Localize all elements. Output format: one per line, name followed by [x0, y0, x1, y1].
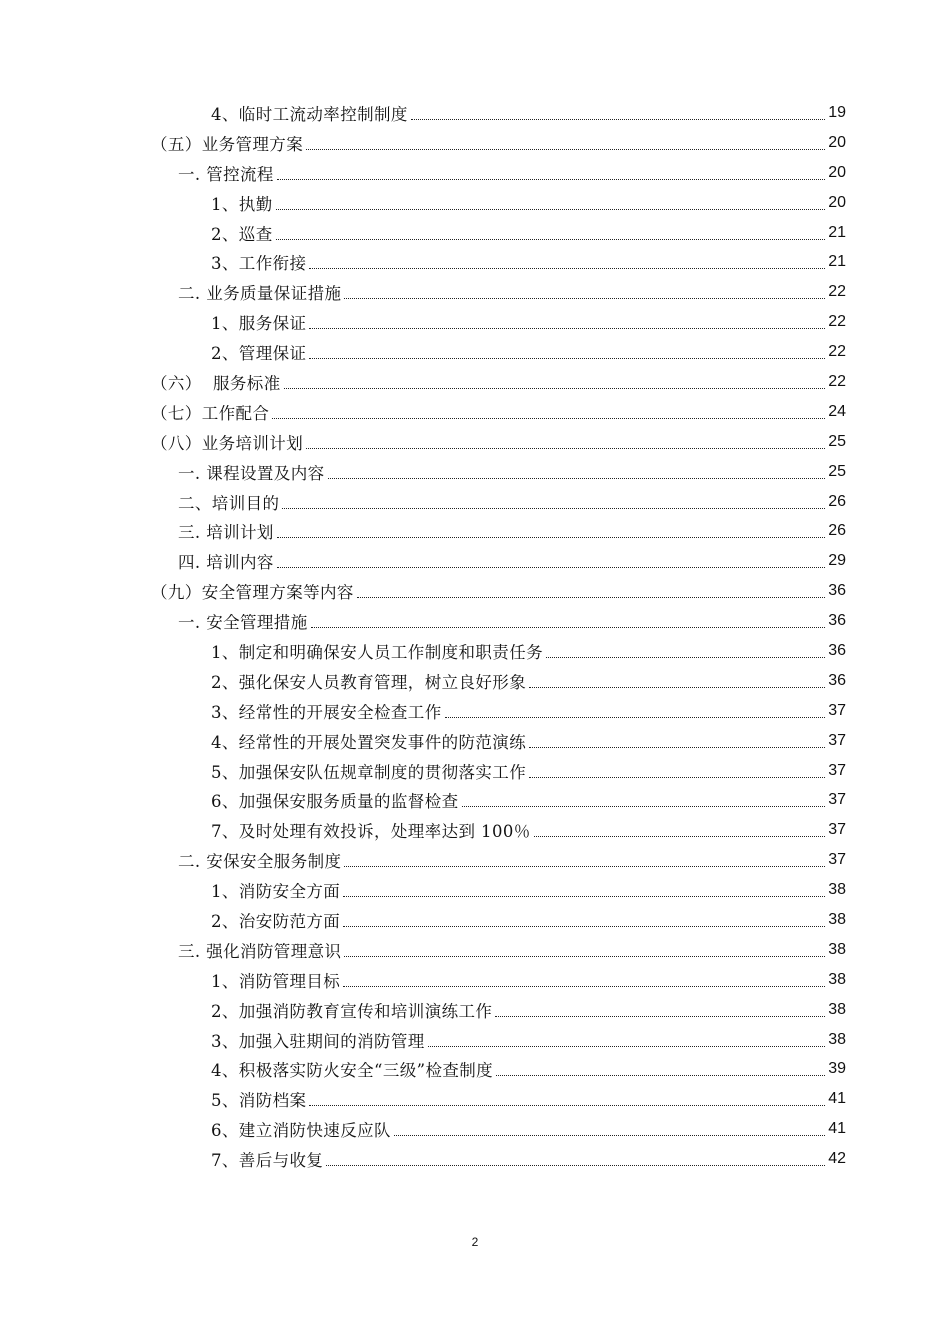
toc-entry-page-number: 38 [828, 881, 846, 899]
toc-entry-line [211, 1114, 846, 1144]
toc-entry-page-number: 36 [828, 612, 846, 630]
toc-entry[interactable] [0, 218, 950, 248]
toc-entry-line [151, 367, 846, 397]
toc-dot-leader [282, 507, 825, 509]
toc-entry-label: 1、制定和明确保安人员工作制度和职责任务 [211, 642, 543, 662]
toc-entry-label: 1、消防管理目标 [211, 971, 341, 991]
toc-dot-leader [272, 417, 825, 419]
toc-entry-label: 一. 课程设置及内容 [178, 463, 325, 483]
toc-entry-line [178, 845, 846, 875]
toc-entry[interactable] [0, 756, 950, 786]
toc-entry-page-number: 42 [828, 1150, 846, 1168]
toc-entry-page-number: 37 [828, 731, 846, 749]
toc-dot-leader [394, 1134, 825, 1136]
toc-entry-line [211, 218, 846, 248]
toc-entry[interactable] [0, 188, 950, 218]
toc-entry-page-number: 36 [828, 582, 846, 600]
toc-entry-page-number: 19 [828, 103, 846, 121]
toc-entry-line [211, 726, 846, 756]
toc-entry-label: 2、管理保证 [211, 344, 307, 364]
toc-entry-label: 6、加强保安服务质量的监督检查 [211, 792, 459, 812]
toc-entry-page-number: 26 [828, 492, 846, 510]
toc-entry-page-number: 29 [828, 552, 846, 570]
toc-entry[interactable] [0, 1025, 950, 1055]
toc-entry-label: （七）工作配合 [151, 403, 270, 423]
toc-entry[interactable] [0, 128, 950, 158]
toc-entry-page-number: 38 [828, 940, 846, 958]
toc-entry[interactable] [0, 457, 950, 487]
toc-dot-leader [284, 387, 825, 389]
toc-entry-label: 6、建立消防快速反应队 [211, 1121, 391, 1141]
toc-entry-page-number: 36 [828, 671, 846, 689]
toc-entry-page-number: 22 [828, 313, 846, 331]
toc-entry[interactable] [0, 606, 950, 636]
toc-entry-label: 二. 业务质量保证措施 [178, 284, 342, 304]
page-number: 2 [471, 1235, 479, 1249]
toc-entry[interactable] [0, 158, 950, 188]
toc-dot-leader [343, 985, 825, 987]
toc-entry-line [211, 337, 846, 367]
toc-entry-label: 3、工作衔接 [211, 254, 307, 274]
toc-entry-line [211, 247, 846, 277]
toc-entry-page-number: 21 [828, 253, 846, 271]
toc-entry[interactable] [0, 965, 950, 995]
toc-entry-line [178, 606, 846, 636]
toc-dot-leader [306, 447, 825, 449]
toc-entry-label: （八）业务培训计划 [151, 433, 304, 453]
toc-entry-label: 1、执勤 [211, 194, 273, 214]
toc-entry-label: 二. 安保安全服务制度 [178, 852, 342, 872]
toc-entry[interactable] [0, 427, 950, 457]
toc-dot-leader [495, 1015, 825, 1017]
toc-entry[interactable] [0, 785, 950, 815]
toc-entry-line [178, 546, 846, 576]
toc-entry-page-number: 22 [828, 283, 846, 301]
toc-entry-line [211, 875, 846, 905]
toc-entry-line [211, 756, 846, 786]
toc-entry-line [178, 487, 846, 517]
toc-entry-line [211, 785, 846, 815]
toc-entry[interactable] [0, 666, 950, 696]
toc-dot-leader [328, 477, 826, 479]
toc-entry-line [178, 277, 846, 307]
toc-entry-line [151, 427, 846, 457]
toc-dot-leader [534, 835, 825, 837]
toc-entry-label: 4、经常性的开展处置突发事件的防范演练 [211, 732, 527, 752]
toc-entry-line [178, 516, 846, 546]
toc-entry-page-number: 25 [828, 462, 846, 480]
toc-entry-line [211, 98, 846, 128]
toc-dot-leader [462, 805, 826, 807]
toc-entry[interactable] [0, 815, 950, 845]
toc-dot-leader [326, 1164, 825, 1166]
toc-dot-leader [529, 746, 825, 748]
toc-entry-label: （九）安全管理方案等内容 [151, 583, 354, 603]
toc-dot-leader [411, 118, 825, 120]
toc-entry-page-number: 39 [828, 1060, 846, 1078]
toc-entry-page-number: 38 [828, 1000, 846, 1018]
toc-entry-page-number: 26 [828, 522, 846, 540]
toc-entry-line [211, 1084, 846, 1114]
toc-dot-leader [309, 357, 825, 359]
toc-entry-page-number: 22 [828, 372, 846, 390]
toc-entry-page-number: 22 [828, 343, 846, 361]
toc-entry[interactable] [0, 576, 950, 606]
toc-entry-label: 2、加强消防教育宣传和培训演练工作 [211, 1001, 493, 1021]
toc-entry[interactable] [0, 487, 950, 517]
toc-entry-label: 二、培训目的 [178, 493, 280, 513]
toc-entry[interactable] [0, 367, 950, 397]
toc-dot-leader [344, 297, 825, 299]
toc-entry-page-number: 20 [828, 193, 846, 211]
toc-entry[interactable] [0, 726, 950, 756]
toc-entry-label: 2、强化保安人员教育管理，树立良好形象 [211, 672, 527, 692]
toc-entry-line [211, 965, 846, 995]
toc-entry-label: 3、加强入驻期间的消防管理 [211, 1031, 425, 1051]
toc-dot-leader [496, 1074, 825, 1076]
toc-entry-label: 1、服务保证 [211, 314, 307, 334]
toc-entry[interactable] [0, 935, 950, 965]
toc-dot-leader [357, 596, 825, 598]
table-of-contents [0, 98, 950, 1174]
toc-entry-label: 7、善后与收复 [211, 1151, 324, 1171]
toc-entry-label: 2、巡查 [211, 224, 273, 244]
toc-entry-page-number: 41 [828, 1120, 846, 1138]
toc-entry[interactable] [0, 636, 950, 666]
toc-entry-page-number: 38 [828, 1030, 846, 1048]
toc-entry[interactable] [0, 875, 950, 905]
toc-entry[interactable] [0, 1114, 950, 1144]
toc-dot-leader [428, 1045, 825, 1047]
toc-entry-label: 4、积极落实防火安全“三级”检查制度 [211, 1061, 494, 1081]
toc-dot-leader [529, 776, 825, 778]
toc-entry-label: 三. 强化消防管理意识 [178, 941, 342, 961]
toc-entry-line [211, 1144, 846, 1174]
toc-entry[interactable] [0, 546, 950, 576]
toc-entry[interactable] [0, 1144, 950, 1174]
toc-entry[interactable] [0, 696, 950, 726]
toc-dot-leader [306, 148, 825, 150]
toc-entry-page-number: 36 [828, 641, 846, 659]
toc-dot-leader [277, 566, 825, 568]
toc-entry-line [178, 935, 846, 965]
toc-entry-line [211, 307, 846, 337]
toc-entry-page-number: 37 [828, 791, 846, 809]
toc-entry[interactable] [0, 1055, 950, 1085]
toc-entry-line [211, 636, 846, 666]
toc-dot-leader [445, 716, 825, 718]
toc-dot-leader [277, 178, 825, 180]
toc-dot-leader [343, 895, 825, 897]
toc-entry-line [211, 696, 846, 726]
toc-entry[interactable] [0, 277, 950, 307]
toc-entry-page-number: 37 [828, 851, 846, 869]
toc-entry-page-number: 38 [828, 910, 846, 928]
toc-entry[interactable] [0, 337, 950, 367]
toc-entry-line [151, 397, 846, 427]
toc-entry-page-number: 20 [828, 163, 846, 181]
toc-entry[interactable] [0, 307, 950, 337]
toc-entry[interactable] [0, 247, 950, 277]
toc-entry-line [211, 666, 846, 696]
toc-entry[interactable] [0, 845, 950, 875]
toc-entry-label: （六） 服务标准 [151, 373, 281, 393]
toc-dot-leader [276, 208, 825, 210]
toc-dot-leader [277, 536, 825, 538]
toc-entry-page-number: 20 [828, 133, 846, 151]
toc-entry-page-number: 41 [828, 1090, 846, 1108]
toc-dot-leader [344, 955, 825, 957]
toc-entry-page-number: 25 [828, 432, 846, 450]
toc-dot-leader [309, 267, 825, 269]
toc-entry-line [211, 1055, 846, 1085]
toc-dot-leader [529, 686, 825, 688]
toc-entry-label: 三. 培训计划 [178, 523, 274, 543]
toc-entry-label: 四. 培训内容 [178, 553, 274, 573]
toc-entry-page-number: 24 [828, 402, 846, 420]
toc-entry-line [211, 995, 846, 1025]
toc-entry-page-number: 37 [828, 701, 846, 719]
toc-dot-leader [309, 1104, 825, 1106]
toc-entry-label: 一. 安全管理措施 [178, 613, 308, 633]
toc-entry[interactable] [0, 1084, 950, 1114]
toc-entry-line [211, 188, 846, 218]
toc-entry-page-number: 38 [828, 970, 846, 988]
toc-entry-label: 一. 管控流程 [178, 164, 274, 184]
toc-entry-line [211, 815, 846, 845]
toc-entry-page-number: 37 [828, 821, 846, 839]
toc-entry-label: 3、经常性的开展安全检查工作 [211, 702, 442, 722]
toc-dot-leader [344, 865, 825, 867]
toc-entry-label: 5、加强保安队伍规章制度的贯彻落实工作 [211, 762, 527, 782]
toc-dot-leader [343, 925, 825, 927]
toc-dot-leader [311, 626, 825, 628]
toc-entry-line [178, 158, 846, 188]
toc-entry-line [151, 128, 846, 158]
toc-entry[interactable] [0, 516, 950, 546]
toc-entry-label: 1、消防安全方面 [211, 882, 341, 902]
toc-entry[interactable] [0, 98, 950, 128]
toc-entry-line [151, 576, 846, 606]
toc-entry[interactable] [0, 397, 950, 427]
toc-entry[interactable] [0, 905, 950, 935]
toc-entry-line [211, 905, 846, 935]
toc-entry-label: 2、治安防范方面 [211, 911, 341, 931]
toc-entry-line [211, 1025, 846, 1055]
toc-entry-label: （五）业务管理方案 [151, 134, 304, 154]
toc-entry-label: 4、临时工流动率控制制度 [211, 104, 408, 124]
toc-dot-leader [309, 327, 825, 329]
toc-dot-leader [546, 656, 825, 658]
toc-entry-page-number: 21 [828, 223, 846, 241]
toc-entry-label: 7、及时处理有效投诉，处理率达到 100％ [211, 822, 531, 842]
toc-entry-line [178, 457, 846, 487]
toc-entry-page-number: 37 [828, 761, 846, 779]
toc-entry-label: 5、消防档案 [211, 1091, 307, 1111]
toc-dot-leader [276, 238, 825, 240]
toc-entry[interactable] [0, 995, 950, 1025]
